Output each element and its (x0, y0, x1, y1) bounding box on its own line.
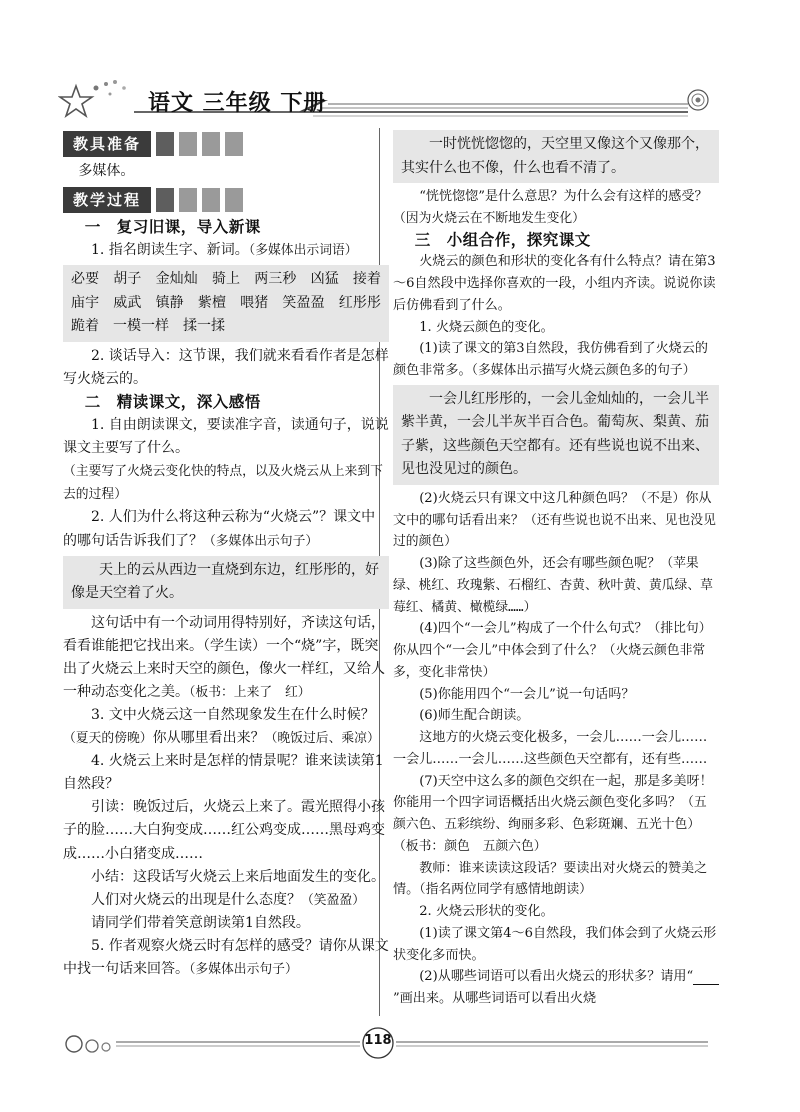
paragraph: 人们对火烧云的出现是什么态度？（笑盈盈） (91, 891, 365, 908)
circles-icon (66, 1036, 110, 1052)
paragraph: (5)你能用四个“一会儿”说一句话吗？ (419, 686, 635, 702)
spiral-icon (688, 90, 708, 110)
paragraph: 5. 作者观察火烧云时有怎样的感受？请你从课文中找一句话来回答。（多媒体出示句子） (63, 937, 389, 978)
paragraph: 教师：谁来读读这段话？要读出对火烧云的赞美之情。（指名两位同学有感情地朗读） (393, 860, 708, 898)
paragraph: 火烧云的颜色和形状的变化各有什么特点？请在第3～6自然段中选择你喜欢的一段，小组内齐读。说说你读后仿佛看到了什么。 (393, 254, 716, 313)
paragraph: 这地方的火烧云变化极多，一会儿……一会儿……一会儿……一会儿……这些颜色天空都有，还有些…… (393, 730, 708, 767)
footer-decoration (58, 1022, 738, 1062)
paragraph: (1)读了课文第4～6自然段，我们体会到了火烧云形状变化多而快。 (393, 925, 717, 963)
paragraph: 多媒体。 (78, 163, 135, 179)
right-column (393, 127, 719, 1010)
vocabulary-box: 必要 胡子 金灿灿 骑上 两三秒 凶猛 接着 庙宇 威武 镇静 紫檀 喂猪 笑盈盈 红彤彤 跪着 一模一样 揉一揉 (63, 265, 389, 342)
paragraph: (6)师生配合朗读。 (419, 708, 530, 724)
paragraph: (2)从哪些词语可以看出火烧云的形状多？请用“ ”画出来。从哪些词语可以看出火烧 (393, 966, 719, 1010)
page-number: 118 (364, 1033, 392, 1048)
paragraph: 小结：这段话写火烧云上来后地面发生的变化。 (91, 868, 385, 885)
paragraph: 4. 火烧云上来时是怎样的情景呢？谁来读读第1自然段？ (63, 753, 384, 793)
section-heading: 一 复习旧课，导入新课 (84, 218, 261, 237)
paragraph: (2)火烧云只有课文中这几种颜色吗？（不是）你从文中的哪句话看出来？（还有些说也说不出来、见也没见过的颜色） (393, 490, 716, 550)
paragraph: 引读：晚饭过后，火烧云上来了。霞光照得小孩子的脸……大白狗变成……红公鸡变成……黑母鸡变成……小白猪变成…… (63, 799, 385, 862)
paragraph: 2. 人们为什么将这种云称为“火烧云”？课文中的哪句话告诉我们了？（多媒体出示句子） (63, 509, 376, 549)
paragraph: “恍恍惚惚”是什么意思？为什么会有这样的感受？（因为火烧云在不断地发生变化） (393, 189, 708, 226)
quote-box: 一会儿红彤彤的，一会儿金灿灿的，一会儿半紫半黄，一会儿半灰半百合色。葡萄灰、梨黄、茄子紫，这些颜色天空都有。还有些说也说不出来、见也没见过的颜色。 (393, 385, 719, 485)
paragraph: (3)除了这些颜色外，还会有哪些颜色呢？（苹果绿、桃红、玫瑰紫、石榴红、杏黄、秋叶黄、黄瓜绿、草莓红、橘黄、橄榄绿……） (393, 556, 713, 615)
paragraph: 1. 火烧云颜色的变化。 (419, 319, 554, 335)
paragraph: 2. 谈话导入：这节课，我们就来看看作者是怎样写火烧云的。 (63, 347, 389, 387)
section-heading: 二 精读课文，深入感悟 (84, 392, 261, 411)
paragraph: (4)四个“一会儿”构成了一个什么句式？（排比句）你从四个“一会儿”中体会到了什么？（火烧云颜色非常多，变化非常快） (393, 621, 712, 680)
section-bar-materials (63, 130, 389, 157)
quote-box: 天上的云从西边一直烧到东边，红彤彤的，好像是天空着了火。 (63, 556, 389, 609)
paragraph: 这句话中有一个动词用得特别好，齐读这句话，看看谁能把它找出来。（学生读）一个“烧”字，既突出了火烧云上来时天空的颜色，像火一样红，又给人一种动态变化之美。（板书：上来了 红） (63, 614, 385, 700)
star-icon (60, 80, 126, 116)
paragraph: 3. 文中火烧云这一自然现象发生在什么时候？（夏天的傍晚）你从哪里看出来？（晚饭过后、乘凉） (63, 707, 380, 747)
left-column (63, 127, 395, 981)
paragraph: 2. 火烧云形状的变化。 (419, 904, 554, 919)
header-title: 语文 三年级 下册 (148, 91, 327, 116)
section-label: 教具准备 (63, 131, 151, 157)
paragraph: (1)读了课文的第3自然段，我仿佛看到了火烧云的颜色非常多。（多媒体出示描写火烧云颜色多的句子） (393, 341, 708, 378)
quote-box: 一时恍恍惚惚的，天空里又像这个又像那个，其实什么也不像，什么也看不清了。 (393, 130, 719, 183)
paragraph: 1. 自由朗读课文，要读准字音，读通句子，说说课文主要写了什么。 (63, 417, 389, 457)
paragraph: (7)天空中这么多的颜色交织在一起，那是多美呀！你能用一个四字词语概括出火烧云颜色变化多吗？（五颜六色、五彩缤纷、绚丽多彩、色彩斑斓、五光十色）（板书：颜色 五颜六色） (393, 773, 713, 854)
section-bar-process (63, 186, 389, 213)
answer-note: （主要写了火烧云变化快的特点，以及火烧云从上来到下去的过程） (63, 464, 383, 503)
paragraph: 1. 指名朗读生字、新词。（多媒体出示词语） (91, 242, 358, 259)
underline-blank (693, 969, 719, 985)
section-heading: 三 小组合作，探究课文 (414, 230, 591, 249)
paragraph: 请同学们带着笑意朗读第1自然段。 (91, 914, 310, 931)
section-label: 教学过程 (63, 187, 151, 213)
